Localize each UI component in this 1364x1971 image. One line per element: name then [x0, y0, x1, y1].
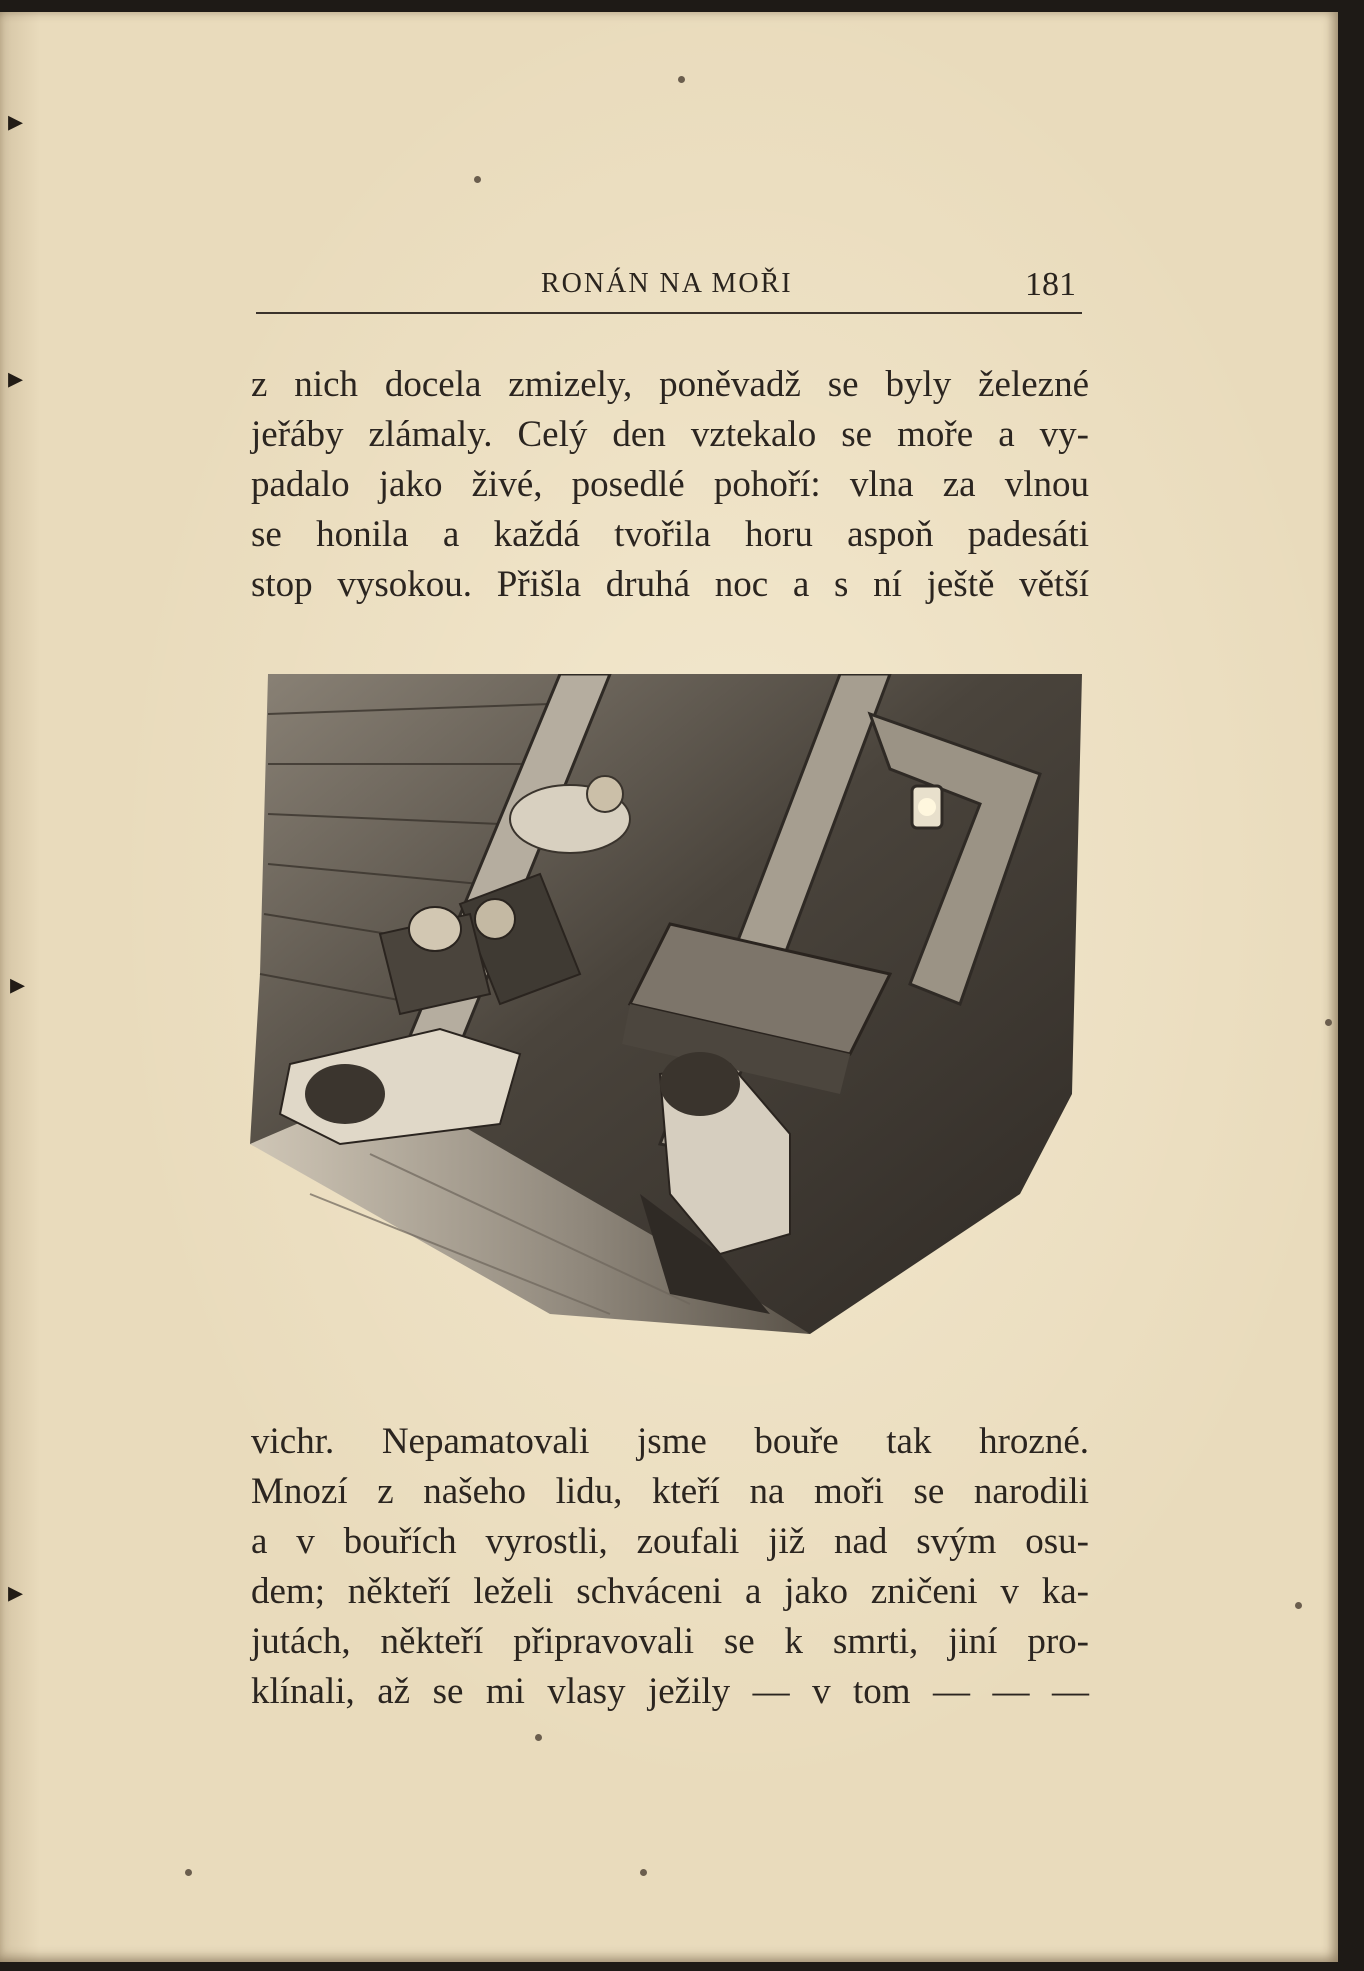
binding-thread-mark: ▸	[8, 1575, 24, 1610]
ink-speck	[474, 176, 481, 183]
text-line: jutách, někteří připravovali se k smrti, jiní pro-	[251, 1621, 1089, 1662]
illustration-drawing	[250, 674, 1082, 1346]
text-line: Mnozí z našeho lidu, kteří na moři se narodili	[251, 1471, 1089, 1512]
ink-speck	[535, 1734, 542, 1741]
paragraph-before-illustration	[251, 360, 1089, 610]
ink-speck	[185, 1869, 192, 1876]
ink-speck	[640, 1869, 647, 1876]
paragraph-after-illustration	[251, 1417, 1089, 1717]
ink-speck	[1325, 1019, 1332, 1026]
binding-thread-mark: ▸	[8, 361, 24, 396]
ink-speck	[678, 76, 685, 83]
binding-thread-mark: ▸	[10, 967, 26, 1002]
text-line: jeřáby zlámaly. Celý den vztekalo se moře a vy-	[251, 414, 1089, 455]
storm-illustration	[250, 674, 1082, 1346]
text-line: z nich docela zmizely, poněvadž se byly železné	[251, 364, 1089, 405]
text-line: vichr. Nepamatovali jsme bouře tak hrozné.	[251, 1421, 1089, 1462]
text-line: se honila a každá tvořila horu aspoň padesáti	[251, 514, 1089, 555]
text-line: padalo jako živé, posedlé pohoří: vlna za vlnou	[251, 464, 1089, 505]
text-line: a v bouřích vyrostli, zoufali již nad svým osu-	[251, 1521, 1089, 1562]
page-number: 181	[1025, 266, 1076, 303]
text-line: klínali, až se mi vlasy ježily — v tom — — —	[251, 1671, 1089, 1712]
page-header	[256, 260, 1082, 314]
text-line: stop vysokou. Přišla druhá noc a s ní ještě větší	[251, 564, 1089, 605]
ink-speck	[1295, 1602, 1302, 1609]
running-title: RONÁN NA MOŘI	[541, 268, 793, 299]
book-page	[0, 12, 1338, 1962]
text-line: dem; někteří leželi schváceni a jako zničeni v ka-	[251, 1571, 1089, 1612]
binding-thread-mark: ▸	[8, 104, 24, 139]
